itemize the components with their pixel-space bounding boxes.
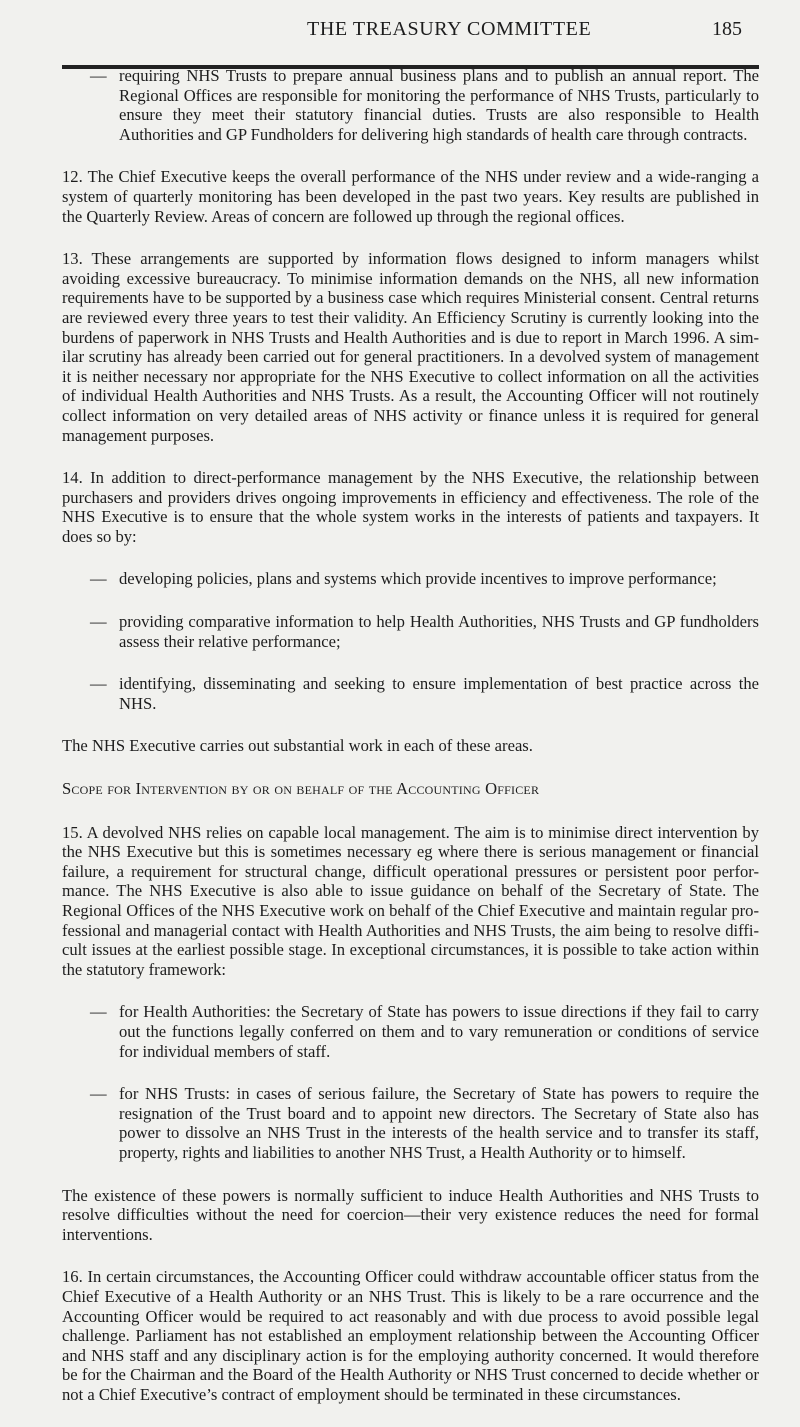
dash-marker: — <box>90 674 107 694</box>
list-item <box>62 1084 759 1162</box>
list-item-text: developing policies, plans and systems which provide incentives to improve performance; <box>119 569 717 589</box>
paragraph-14: 14. In addition to direct-performance management by the NHS Executive, the relationship between purchasers and providers drives ongoing improvements in efficiency and effectiveness. The role of the NHS Executive is to ensure that the whole system works in the interests of patients and taxpayers. It does so by: <box>62 468 759 546</box>
list-item <box>62 66 759 144</box>
page-body <box>62 66 759 1427</box>
list-item <box>62 569 759 589</box>
paragraph-12: 12. The Chief Executive keeps the overall performance of the NHS under review and a wide-ranging a system of quarterly monitoring has been developed in the past two years. Key results are published in the Quarterly Review. Areas of concern are followed up through the regional offices. <box>62 167 759 226</box>
list-item-text: for Health Authorities: the Secretary of State has powers to issue directions if they fail to carry out the functions legally conferred on them and to vary remuneration or conditions of service for individual members of staff. <box>119 1002 759 1061</box>
dash-marker: — <box>90 1002 107 1022</box>
list-item <box>62 612 759 651</box>
list-item-text: for NHS Trusts: in cases of serious failure, the Secretary of State has powers to require the resignation of the Trust board and to appoint new directors. The Secretary of State also has power to dissolve an NHS Trust in the interests of the health service and to transfer its staff, property, rights and liabilities to another NHS Trust, a Health Authority or to himself. <box>119 1084 759 1162</box>
section-heading: Scope for Intervention by or on behalf of the Accounting Officer <box>62 779 540 799</box>
list-item-text: identifying, disseminating and seeking to ensure implementation of best practice across the NHS. <box>119 674 759 713</box>
page-header <box>0 18 800 48</box>
paragraph-15: 15. A devolved NHS relies on capable local management. The aim is to minimise direct intervention by the NHS Executive but this is sometimes necessary eg where there is serious management or financial failure, a requirement for structural change, difficult operational pressures or persistent poor perfor-mance. The NHS Executive is also able to issue guidance on behalf of the Secretary of State. The Regional Offices of the NHS Executive work on behalf of the Chief Executive and maintain regular pro-fessional and managerial contact with Health Authorities and NHS Trusts, the aim being to resolve diffi-cult issues at the earliest possible stage. In exceptional circumstances, it is possible to take action within the statutory framework: <box>62 822 759 979</box>
dash-marker: — <box>90 66 107 85</box>
paragraph-14-conclusion: The NHS Executive carries out substantial work in each of these areas. <box>62 736 533 756</box>
list-item <box>62 674 759 713</box>
dash-marker: — <box>90 612 107 632</box>
list-item-text: providing comparative information to help Health Authorities, NHS Trusts and GP fundholders assess their relative performance; <box>119 612 759 651</box>
dash-marker: — <box>90 1084 107 1104</box>
dash-marker: — <box>90 569 107 589</box>
paragraph-13: 13. These arrangements are supported by information flows designed to inform managers whilst avoiding excessive bureaucracy. To minimise information demands on the NHS, all new information requirements have to be supported by a business case which requires Ministerial consent. Central returns are reviewed every three years to test their validity. An Efficiency Scrutiny is currently looking into the burdens of paperwork in NHS Trusts and Health Authorities and is due to report in March 1996. A sim-ilar scrutiny has already been carried out for general practitioners. In a devolved system of management it is neither necessary nor appropriate for the NHS Executive to collect information on all the activities of individual Health Authorities and NHS Trusts. As a result, the Accounting Officer will not routinely collect information on very detailed areas of NHS activity or finance unless it is required for general management purposes. <box>62 249 759 445</box>
paragraph-15-conclusion: The existence of these powers is normally sufficient to induce Health Authorities and NHS Trusts to resolve difficulties without the need for coercion—their very existence reduces the need for formal interventions. <box>62 1185 759 1244</box>
running-title: THE TREASURY COMMITTEE <box>307 18 592 40</box>
paragraph-16: 16. In certain circumstances, the Accounting Officer could withdraw accountable officer status from the Chief Executive of a Health Authority or an NHS Trust. This is likely to be a rare occurrence and the Accounting Officer would be required to act reasonably and with due process to avoid possible legal challenge. Parliament has not established an employment relationship between the Accounting Officer and NHS staff and any disciplinary action is for the employing authority concerned. It would therefore be for the Chairman and the Board of the Health Authority or NHS Trust concerned to decide whether or not a Chief Executive’s contract of employment should be terminated in these circumstances. <box>62 1267 759 1404</box>
list-item-text: requiring NHS Trusts to prepare annual business plans and to publish an annual report. The Regional Offices are responsible for monitoring the performance of NHS Trusts, particularly to ensure they meet their statutory financial duties. Trusts are also responsible to Health Authorities and GP Fundholders for delivering high standards of health care through contracts. <box>119 66 759 144</box>
list-item <box>62 1002 759 1061</box>
page-number: 185 <box>712 18 742 40</box>
